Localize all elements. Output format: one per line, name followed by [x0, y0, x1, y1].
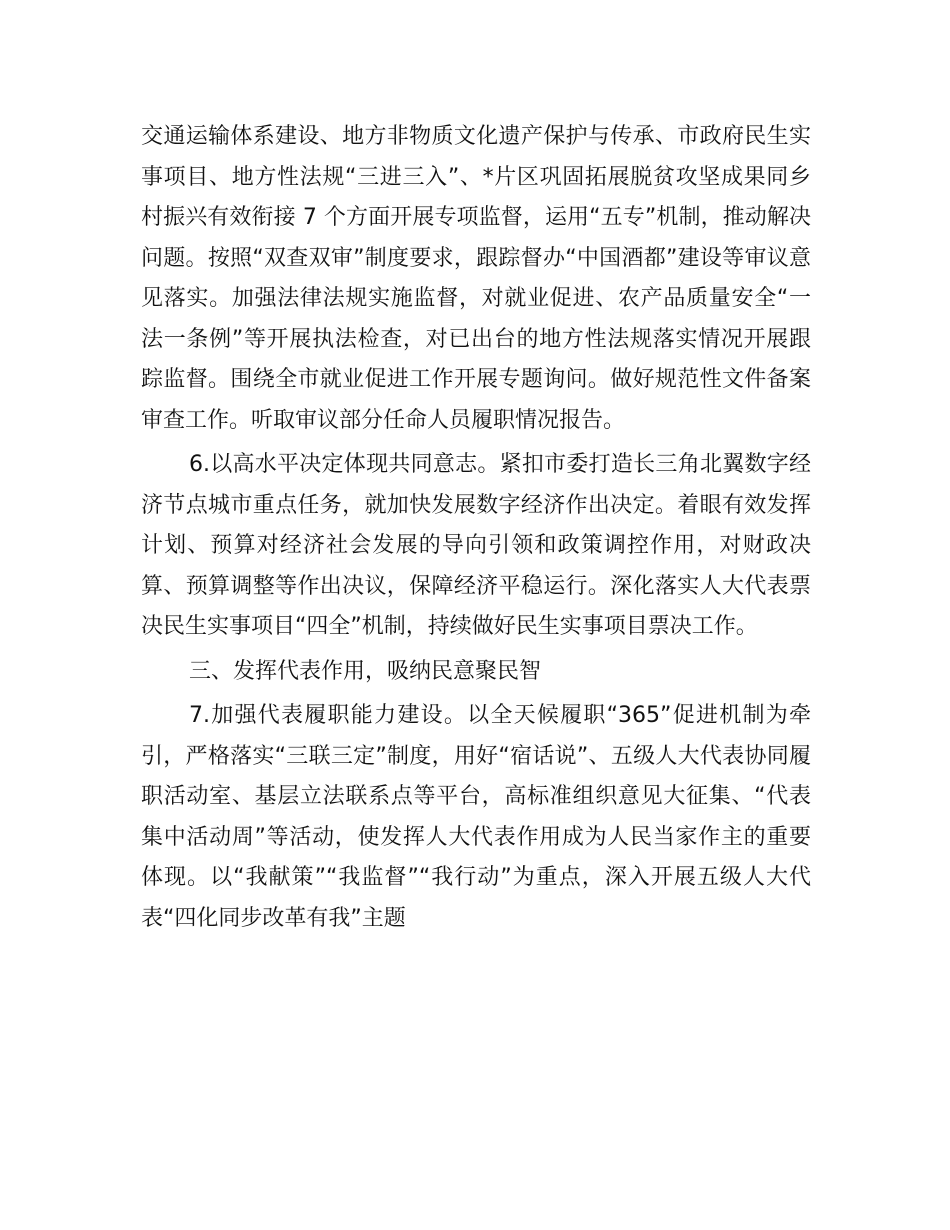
paragraph-2: 6.以高水平决定体现共同意志。紧扣市委打造长三角北翼数字经济节点城市重点任务，就加快发展数字经济作出决定。着眼有效发挥计划、预算对经济社会发展的导向引领和政策调控作用，对财政决算、预算调整等作出决议，保障经济平稳运行。深化落实人大代表票决民生实事项目“四全”机制，持续做好民生实事项目票决工作。 — [141, 452, 811, 639]
section-heading: 三、发挥代表作用，吸纳民意聚民智 — [189, 658, 542, 684]
paragraph-1: 交通运输体系建设、地方非物质文化遗产保护与传承、市政府民生实事项目、地方性法规“三进三入”、*片区巩固拓展脱贫攻坚成果同乡村振兴有效衔接 7 个方面开展专项监督，运用“五专”机制，推动解决问题。按照“双查双审”制度要求，跟踪督办“中国酒都”建设等审议意见落实。加强法律法规实施监督，对就业促进、农产品质量安全“一法一条例”等开展执法检查，对已出台的地方性法规落实情况开展跟踪监督。围绕全市就业促进工作开展专题询问。做好规范性文件备案审查工作。听取审议部分任命人员履职情况报告。 — [141, 124, 811, 433]
paragraph-3: 7.加强代表履职能力建设。以全天候履职“365”促进机制为牵引，严格落实“三联三定”制度，用好“宿话说”、五级人大代表协同履职活动室、基层立法联系点等平台，高标准组织意见大征集、“代表集中活动周”等活动，使发挥人大代表作用成为人民当家作主的重要体现。以“我献策”“我监督”“我行动”为重点，深入开展五级人大代表“四化同步改革有我”主题 — [141, 703, 811, 931]
document-body — [141, 117, 811, 943]
